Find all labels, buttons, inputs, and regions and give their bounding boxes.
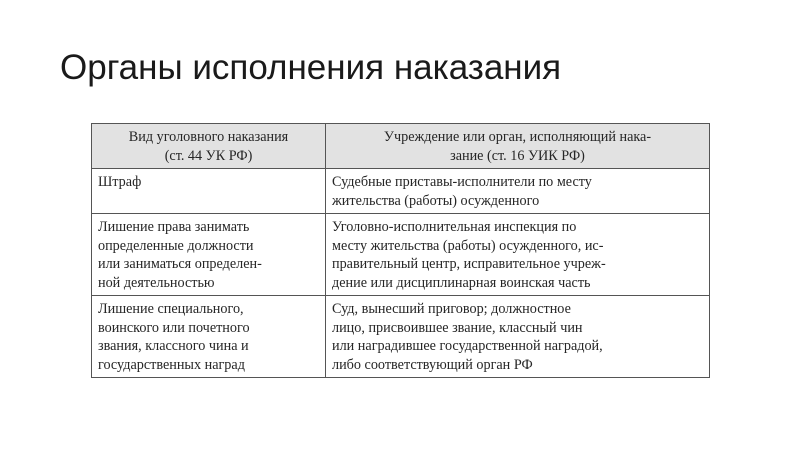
table-row bbox=[92, 169, 710, 214]
cell-body: Уголовно-исполнительная инспекция по месту жительства (работы) осужденного, ис- правительный центр, исправительное учреж- дение или дисциплинарная воинская часть bbox=[326, 214, 710, 296]
table-row bbox=[92, 296, 710, 378]
cell-body: Суд, вынесший приговор; должностное лицо, присвоившее звание, классный чин или наградившее государственной наградой, либо соответствующий орган РФ bbox=[326, 296, 710, 378]
cell-punishment: Лишение специального, воинского или почетного звания, классного чина и государственных наград bbox=[92, 296, 326, 378]
punishment-bodies-table bbox=[91, 123, 710, 378]
header-executing-body: Учреждение или орган, исполняющий нака- зание (ст. 16 УИК РФ) bbox=[326, 124, 710, 169]
table-header-row bbox=[92, 124, 710, 169]
slide-title: Органы исполнения наказания bbox=[60, 48, 562, 87]
table-row bbox=[92, 214, 710, 296]
header-punishment-type: Вид уголовного наказания (ст. 44 УК РФ) bbox=[92, 124, 326, 169]
cell-punishment: Штраф bbox=[92, 169, 326, 214]
cell-body: Судебные приставы-исполнители по месту жительства (работы) осужденного bbox=[326, 169, 710, 214]
cell-punishment: Лишение права занимать определенные должности или заниматься определен- ной деятельностью bbox=[92, 214, 326, 296]
